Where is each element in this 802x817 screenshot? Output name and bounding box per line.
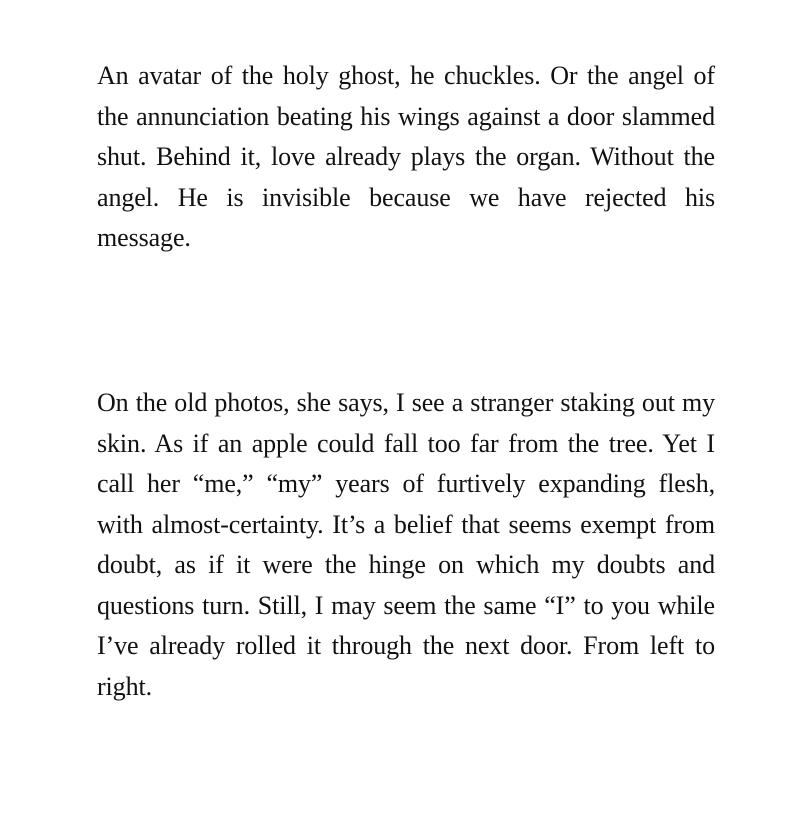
paragraph-1: An avatar of the holy ghost, he chuckles. Or the angel of the annunciation beating his wings against a door slammed shut. Behind it, love already plays the organ. Without the angel. He is invisible because we have rejected his message. [97, 61, 715, 252]
paragraph-2: On the old photos, she says, I see a stranger staking out my skin. As if an apple could fall too far from the tree. Yet I call her “me,” “my” years of furtively expanding flesh, with almost-certainty. It’s a belief that seems exempt from doubt, as if it were the hinge on which my doubts and questions turn. Still, I may seem the same “I” to you while I’ve already rolled it through the next door. From left to right. [97, 388, 715, 701]
